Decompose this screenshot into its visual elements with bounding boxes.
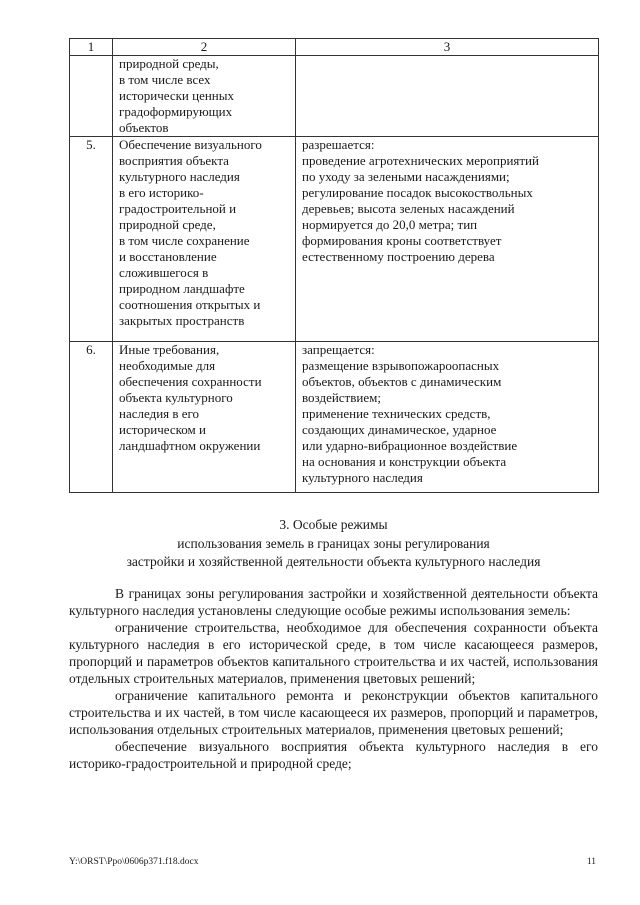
section-heading: 3. Особые режимы: [279, 517, 388, 532]
regime-cell: [296, 56, 599, 137]
table-row: [70, 342, 599, 493]
cell-line: по уходу за зелеными насаждениями;: [302, 169, 510, 184]
table-header-cell: 2: [113, 39, 296, 56]
cell-line: деревьев; высота зеленых насаждений: [302, 201, 515, 216]
cell-line: соотношения открытых и: [119, 297, 261, 312]
cell-line: нормируется до 20,0 метра; тип: [302, 217, 478, 232]
cell-line: регулирование посадок высокоствольных: [302, 185, 533, 200]
cell-line: на основания и конструкции объекта: [302, 454, 507, 469]
cell-line: культурного наследия: [119, 169, 240, 184]
cell-line: в том числе сохранение: [119, 233, 250, 248]
body-text: [69, 585, 598, 772]
cell-line: сложившегося в: [119, 265, 209, 280]
cell-line: в том числе всех: [119, 72, 211, 87]
table-row: [70, 137, 599, 342]
table-header-cell: 3: [296, 39, 599, 56]
cell-line: историческом и: [119, 422, 206, 437]
cell-line: ландшафтном окружении: [119, 438, 261, 453]
cell-line: запрещается:: [302, 342, 375, 357]
row-number: 6.: [70, 342, 113, 493]
file-path: Y:\ORST\Ppo\0606p371.f18.docx: [69, 857, 199, 867]
cell-line: природном ландшафте: [119, 281, 245, 296]
cell-line: Иные требования,: [119, 342, 220, 357]
regime-cell: [296, 342, 599, 493]
section-subheading: застройки и хозяйственной деятельности объекта культурного наследия: [126, 554, 541, 569]
paragraph: ограничение капитального ремонта и реконструкции объектов капитального строительства и их частей, в том числе касающееся их размеров, пропорций и параметров, использования отдельных строительных материалов, применения цветовых решений;: [69, 688, 598, 737]
cell-line: восприятия объекта: [119, 153, 229, 168]
cell-line: природной среды,: [119, 56, 219, 71]
requirements-table: [69, 38, 599, 493]
cell-line: применение технических средств,: [302, 406, 491, 421]
paragraph: В границах зоны регулирования застройки и хозяйственной деятельности объекта культурного наследия установлены следующие особые режимы использования земель:: [69, 586, 598, 618]
cell-line: обеспечения сохранности: [119, 374, 262, 389]
cell-line: воздействием;: [302, 390, 381, 405]
regime-cell: [296, 137, 599, 342]
cell-line: градоформирующих: [119, 104, 233, 119]
row-number: [70, 56, 113, 137]
cell-line: объектов: [119, 120, 169, 135]
cell-line: объектов, объектов с динамическим: [302, 374, 502, 389]
cell-line: или ударно-вибрационное воздействие: [302, 438, 518, 453]
cell-line: проведение агротехнических мероприятий: [302, 153, 539, 168]
cell-line: объекта культурного: [119, 390, 233, 405]
cell-line: культурного наследия: [302, 470, 423, 485]
cell-line: разрешается:: [302, 137, 375, 152]
cell-line: создающих динамическое, ударное: [302, 422, 497, 437]
cell-line: и восстановление: [119, 249, 217, 264]
cell-line: градостроительной и: [119, 201, 237, 216]
cell-line: в его историко-: [119, 185, 204, 200]
requirement-cell: [113, 137, 296, 342]
cell-line: размещение взрывопожароопасных: [302, 358, 500, 373]
table-header-cell: 1: [70, 39, 113, 56]
cell-line: необходимые для: [119, 358, 216, 373]
paragraph: обеспечение визуального восприятия объекта культурного наследия в его историко-градостроительной и природной среде;: [69, 739, 598, 771]
table-row: [70, 56, 599, 137]
requirement-cell: [113, 56, 296, 137]
paragraph: ограничение строительства, необходимое для обеспечения сохранности объекта культурного наследия в его исторической среде, в том числе касающееся размеров, пропорций и параметров объектов капитального строительства и их частей, использования отдельных строительных материалов, применения цветовых решений;: [69, 620, 598, 686]
cell-line: исторически ценных: [119, 88, 234, 103]
section-subheading: использования земель в границах зоны регулирования: [177, 536, 490, 551]
cell-line: закрытых пространств: [119, 313, 245, 328]
cell-line: формирования кроны соответствует: [302, 233, 502, 248]
cell-line: естественному построению дерева: [302, 249, 495, 264]
requirement-cell: [113, 342, 296, 493]
row-number: 5.: [70, 137, 113, 342]
table-header-row: [70, 39, 599, 56]
cell-line: Обеспечение визуального: [119, 137, 262, 152]
page-number: 11: [586, 857, 596, 867]
cell-line: природной среде,: [119, 217, 216, 232]
cell-line: наследия в его: [119, 406, 200, 421]
